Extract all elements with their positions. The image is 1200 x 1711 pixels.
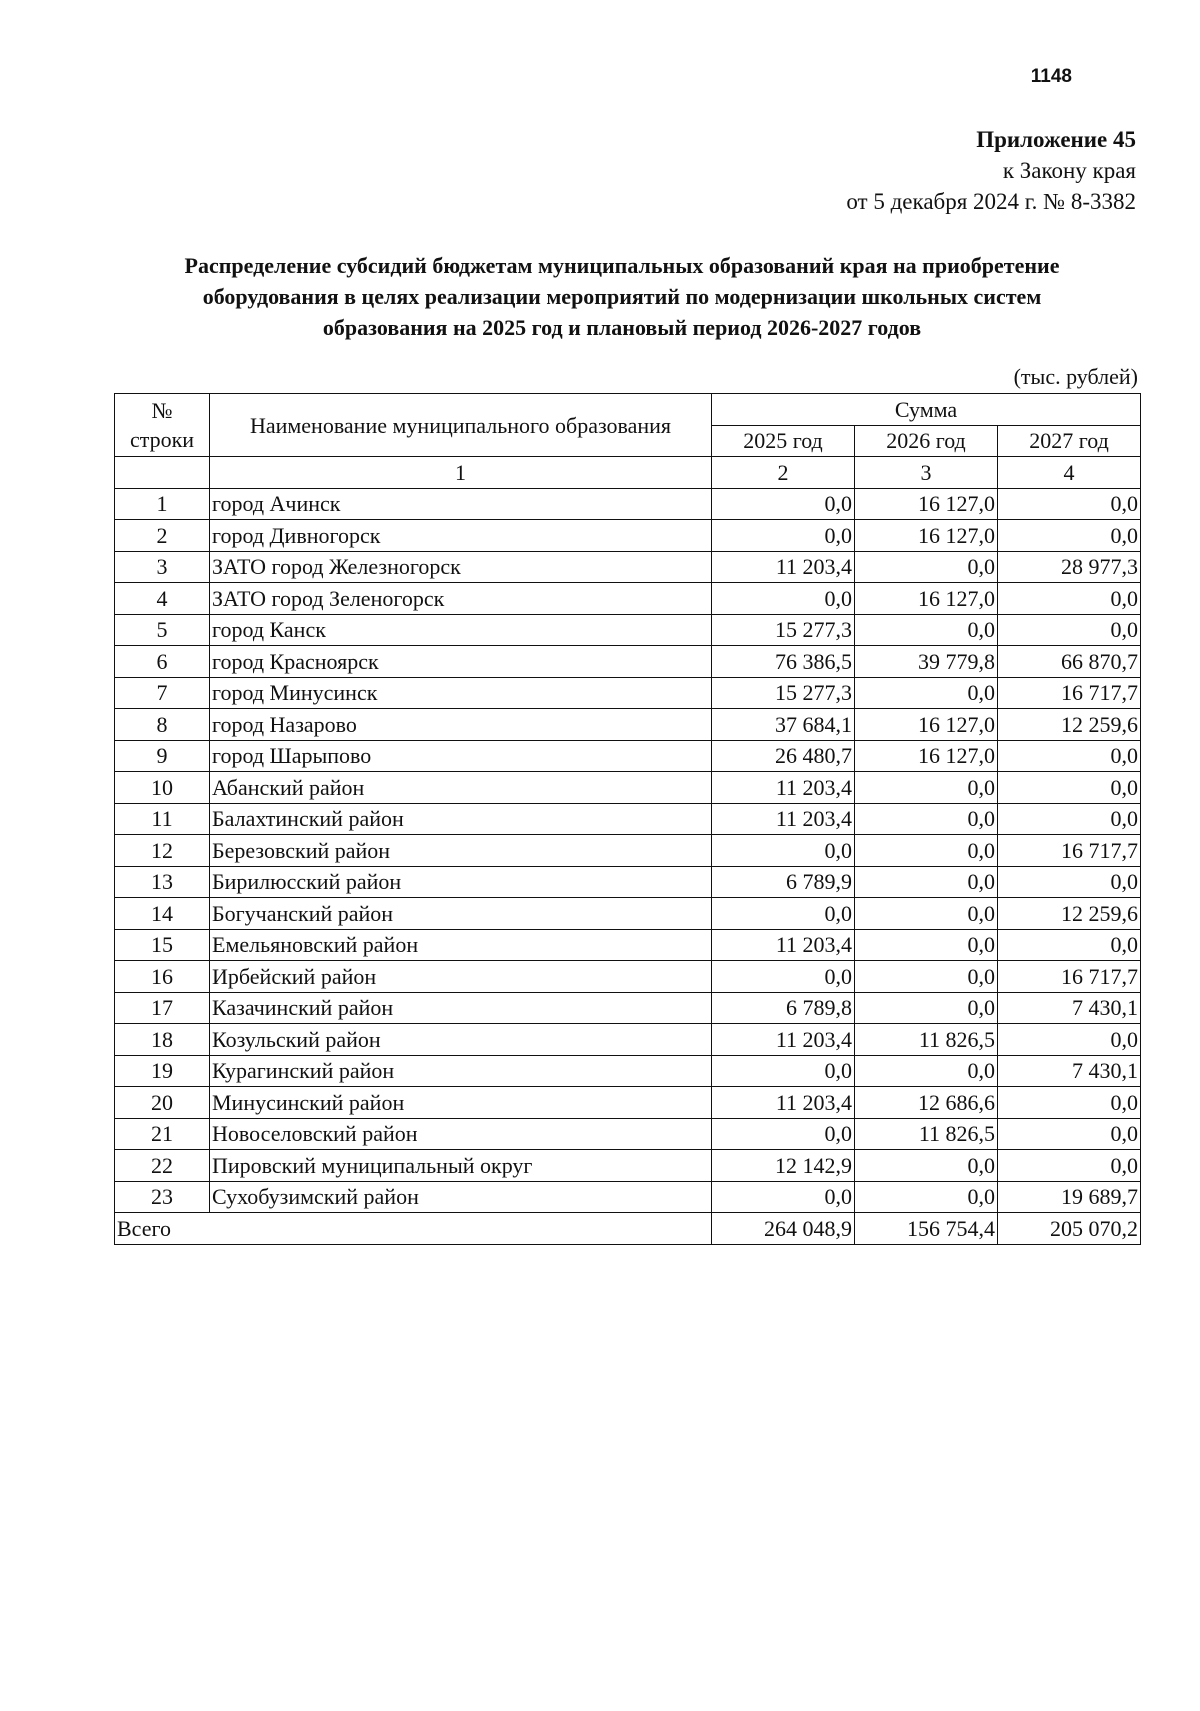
value-2027: 66 870,7	[998, 646, 1141, 678]
municipality-name: город Назарово	[210, 709, 712, 741]
row-number: 9	[115, 740, 210, 772]
value-2027: 7 430,1	[998, 1055, 1141, 1087]
value-2025: 11 203,4	[712, 551, 855, 583]
municipality-name: Емельяновский район	[210, 929, 712, 961]
value-2026: 0,0	[855, 772, 998, 804]
table-row	[115, 646, 1141, 678]
value-2025: 15 277,3	[712, 677, 855, 709]
row-number: 11	[115, 803, 210, 835]
table-body	[115, 488, 1141, 1213]
value-2026: 0,0	[855, 677, 998, 709]
value-2027: 19 689,7	[998, 1181, 1141, 1213]
row-number: 18	[115, 1024, 210, 1056]
value-2025: 76 386,5	[712, 646, 855, 678]
municipality-name: Козульский район	[210, 1024, 712, 1056]
table-row	[115, 1181, 1141, 1213]
total-2025: 264 048,9	[712, 1213, 855, 1245]
year-2025-header: 2025 год	[712, 425, 855, 457]
header-row-1	[115, 394, 1141, 426]
municipality-name: город Канск	[210, 614, 712, 646]
value-2027: 28 977,3	[998, 551, 1141, 583]
appendix-block	[846, 124, 1136, 217]
table-row	[115, 866, 1141, 898]
value-2027: 0,0	[998, 1150, 1141, 1182]
value-2025: 11 203,4	[712, 803, 855, 835]
value-2026: 0,0	[855, 992, 998, 1024]
municipality-name: город Ачинск	[210, 488, 712, 520]
value-2026: 0,0	[855, 835, 998, 867]
table-row	[115, 961, 1141, 993]
table-row	[115, 488, 1141, 520]
municipality-name: Ирбейский район	[210, 961, 712, 993]
value-2027: 0,0	[998, 866, 1141, 898]
total-label: Всего	[115, 1213, 712, 1245]
table-row	[115, 520, 1141, 552]
page-number: 1148	[1030, 66, 1072, 87]
value-2025: 6 789,9	[712, 866, 855, 898]
value-2027: 16 717,7	[998, 961, 1141, 993]
table-row	[115, 1118, 1141, 1150]
row-number-header-line-2: строки	[129, 427, 195, 452]
row-number: 10	[115, 772, 210, 804]
value-2027: 16 717,7	[998, 835, 1141, 867]
municipality-name: Казачинский район	[210, 992, 712, 1024]
municipality-name: ЗАТО город Зеленогорск	[210, 583, 712, 615]
value-2026: 16 127,0	[855, 520, 998, 552]
value-2027: 16 717,7	[998, 677, 1141, 709]
appendix-title: Приложение 45	[976, 127, 1136, 152]
column-number-row	[115, 457, 1141, 489]
value-2025: 11 203,4	[712, 1024, 855, 1056]
municipality-name: Балахтинский район	[210, 803, 712, 835]
row-number: 13	[115, 866, 210, 898]
year-2027-header: 2027 год	[998, 425, 1141, 457]
row-number: 12	[115, 835, 210, 867]
row-number: 15	[115, 929, 210, 961]
value-2026: 0,0	[855, 614, 998, 646]
value-2025: 37 684,1	[712, 709, 855, 741]
units-label: (тыс. рублей)	[1013, 364, 1138, 389]
row-number: 16	[115, 961, 210, 993]
table-row	[115, 551, 1141, 583]
table-row	[115, 614, 1141, 646]
value-2025: 0,0	[712, 835, 855, 867]
value-2027: 0,0	[998, 1087, 1141, 1119]
row-number: 20	[115, 1087, 210, 1119]
row-number: 2	[115, 520, 210, 552]
municipality-name: Богучанский район	[210, 898, 712, 930]
value-2025: 11 203,4	[712, 1087, 855, 1119]
value-2026: 39 779,8	[855, 646, 998, 678]
municipality-name: Курагинский район	[210, 1055, 712, 1087]
value-2025: 26 480,7	[712, 740, 855, 772]
value-2026: 16 127,0	[855, 709, 998, 741]
municipality-name: город Дивногорск	[210, 520, 712, 552]
row-number-header	[115, 394, 210, 457]
value-2025: 0,0	[712, 520, 855, 552]
column-number-cell: 4	[998, 457, 1141, 489]
municipality-name: Пировский муниципальный округ	[210, 1150, 712, 1182]
value-2026: 12 686,6	[855, 1087, 998, 1119]
municipality-name: Абанский район	[210, 772, 712, 804]
heading-line-2: оборудования в целях реализации мероприятий по модернизации школьных систем	[202, 284, 1042, 309]
value-2025: 0,0	[712, 961, 855, 993]
row-number: 14	[115, 898, 210, 930]
total-2026: 156 754,4	[855, 1213, 998, 1245]
table-row	[115, 929, 1141, 961]
municipality-name: Минусинский район	[210, 1087, 712, 1119]
table-row	[115, 1055, 1141, 1087]
table-row	[115, 835, 1141, 867]
appendix-date: от 5 декабря 2024 г. № 8-3382	[846, 189, 1136, 214]
value-2025: 0,0	[712, 1055, 855, 1087]
value-2025: 15 277,3	[712, 614, 855, 646]
value-2025: 0,0	[712, 898, 855, 930]
value-2027: 0,0	[998, 929, 1141, 961]
value-2027: 7 430,1	[998, 992, 1141, 1024]
row-number: 7	[115, 677, 210, 709]
municipality-name: ЗАТО город Железногорск	[210, 551, 712, 583]
value-2025: 0,0	[712, 583, 855, 615]
value-2027: 0,0	[998, 740, 1141, 772]
municipality-name: Сухобузимский район	[210, 1181, 712, 1213]
value-2025: 0,0	[712, 1181, 855, 1213]
value-2026: 0,0	[855, 866, 998, 898]
row-number: 8	[115, 709, 210, 741]
row-number: 6	[115, 646, 210, 678]
value-2025: 12 142,9	[712, 1150, 855, 1182]
table-row	[115, 677, 1141, 709]
heading-line-3: образования на 2025 год и плановый период 2026-2027 годов	[322, 315, 922, 340]
value-2027: 12 259,6	[998, 898, 1141, 930]
table-row	[115, 1024, 1141, 1056]
sum-header: Сумма	[712, 394, 1141, 426]
municipality-name: город Шарыпово	[210, 740, 712, 772]
table-row	[115, 803, 1141, 835]
table-row	[115, 709, 1141, 741]
value-2026: 0,0	[855, 929, 998, 961]
value-2025: 11 203,4	[712, 772, 855, 804]
value-2027: 0,0	[998, 520, 1141, 552]
total-2027: 205 070,2	[998, 1213, 1141, 1245]
value-2027: 0,0	[998, 1118, 1141, 1150]
table-row	[115, 992, 1141, 1024]
municipality-name: Бирилюсский район	[210, 866, 712, 898]
value-2027: 0,0	[998, 803, 1141, 835]
value-2026: 11 826,5	[855, 1024, 998, 1056]
column-number-cell: 1	[210, 457, 712, 489]
row-number: 4	[115, 583, 210, 615]
value-2026: 16 127,0	[855, 583, 998, 615]
column-number-cell: 3	[855, 457, 998, 489]
row-number: 1	[115, 488, 210, 520]
value-2027: 0,0	[998, 488, 1141, 520]
appendix-law: к Закону края	[1002, 158, 1136, 183]
row-number: 21	[115, 1118, 210, 1150]
value-2026: 16 127,0	[855, 740, 998, 772]
table-row	[115, 1150, 1141, 1182]
value-2025: 6 789,8	[712, 992, 855, 1024]
value-2025: 11 203,4	[712, 929, 855, 961]
value-2025: 0,0	[712, 488, 855, 520]
row-number: 19	[115, 1055, 210, 1087]
year-2026-header: 2026 год	[855, 425, 998, 457]
value-2026: 0,0	[855, 551, 998, 583]
table-row	[115, 583, 1141, 615]
column-number-cell: 2	[712, 457, 855, 489]
value-2026: 0,0	[855, 1150, 998, 1182]
document-heading	[100, 250, 1144, 343]
row-number: 3	[115, 551, 210, 583]
column-number-cell	[115, 457, 210, 489]
value-2025: 0,0	[712, 1118, 855, 1150]
table-row	[115, 898, 1141, 930]
subsidy-table	[114, 393, 1141, 1245]
table-row	[115, 772, 1141, 804]
municipality-name: Новоселовский район	[210, 1118, 712, 1150]
value-2027: 0,0	[998, 772, 1141, 804]
value-2027: 0,0	[998, 583, 1141, 615]
municipality-name: Березовский район	[210, 835, 712, 867]
value-2026: 16 127,0	[855, 488, 998, 520]
value-2026: 11 826,5	[855, 1118, 998, 1150]
table-row	[115, 1087, 1141, 1119]
value-2027: 0,0	[998, 614, 1141, 646]
value-2026: 0,0	[855, 803, 998, 835]
row-number-header-line-1: №	[151, 398, 173, 423]
municipality-name: город Минусинск	[210, 677, 712, 709]
value-2026: 0,0	[855, 1055, 998, 1087]
row-number: 5	[115, 614, 210, 646]
row-number: 22	[115, 1150, 210, 1182]
total-row	[115, 1213, 1141, 1245]
value-2026: 0,0	[855, 898, 998, 930]
name-header: Наименование муниципального образования	[210, 394, 712, 457]
value-2027: 0,0	[998, 1024, 1141, 1056]
municipality-name: город Красноярск	[210, 646, 712, 678]
value-2026: 0,0	[855, 1181, 998, 1213]
heading-line-1: Распределение субсидий бюджетам муниципальных образований края на приобретение	[184, 253, 1060, 278]
value-2027: 12 259,6	[998, 709, 1141, 741]
table-row	[115, 740, 1141, 772]
value-2026: 0,0	[855, 961, 998, 993]
row-number: 23	[115, 1181, 210, 1213]
row-number: 17	[115, 992, 210, 1024]
